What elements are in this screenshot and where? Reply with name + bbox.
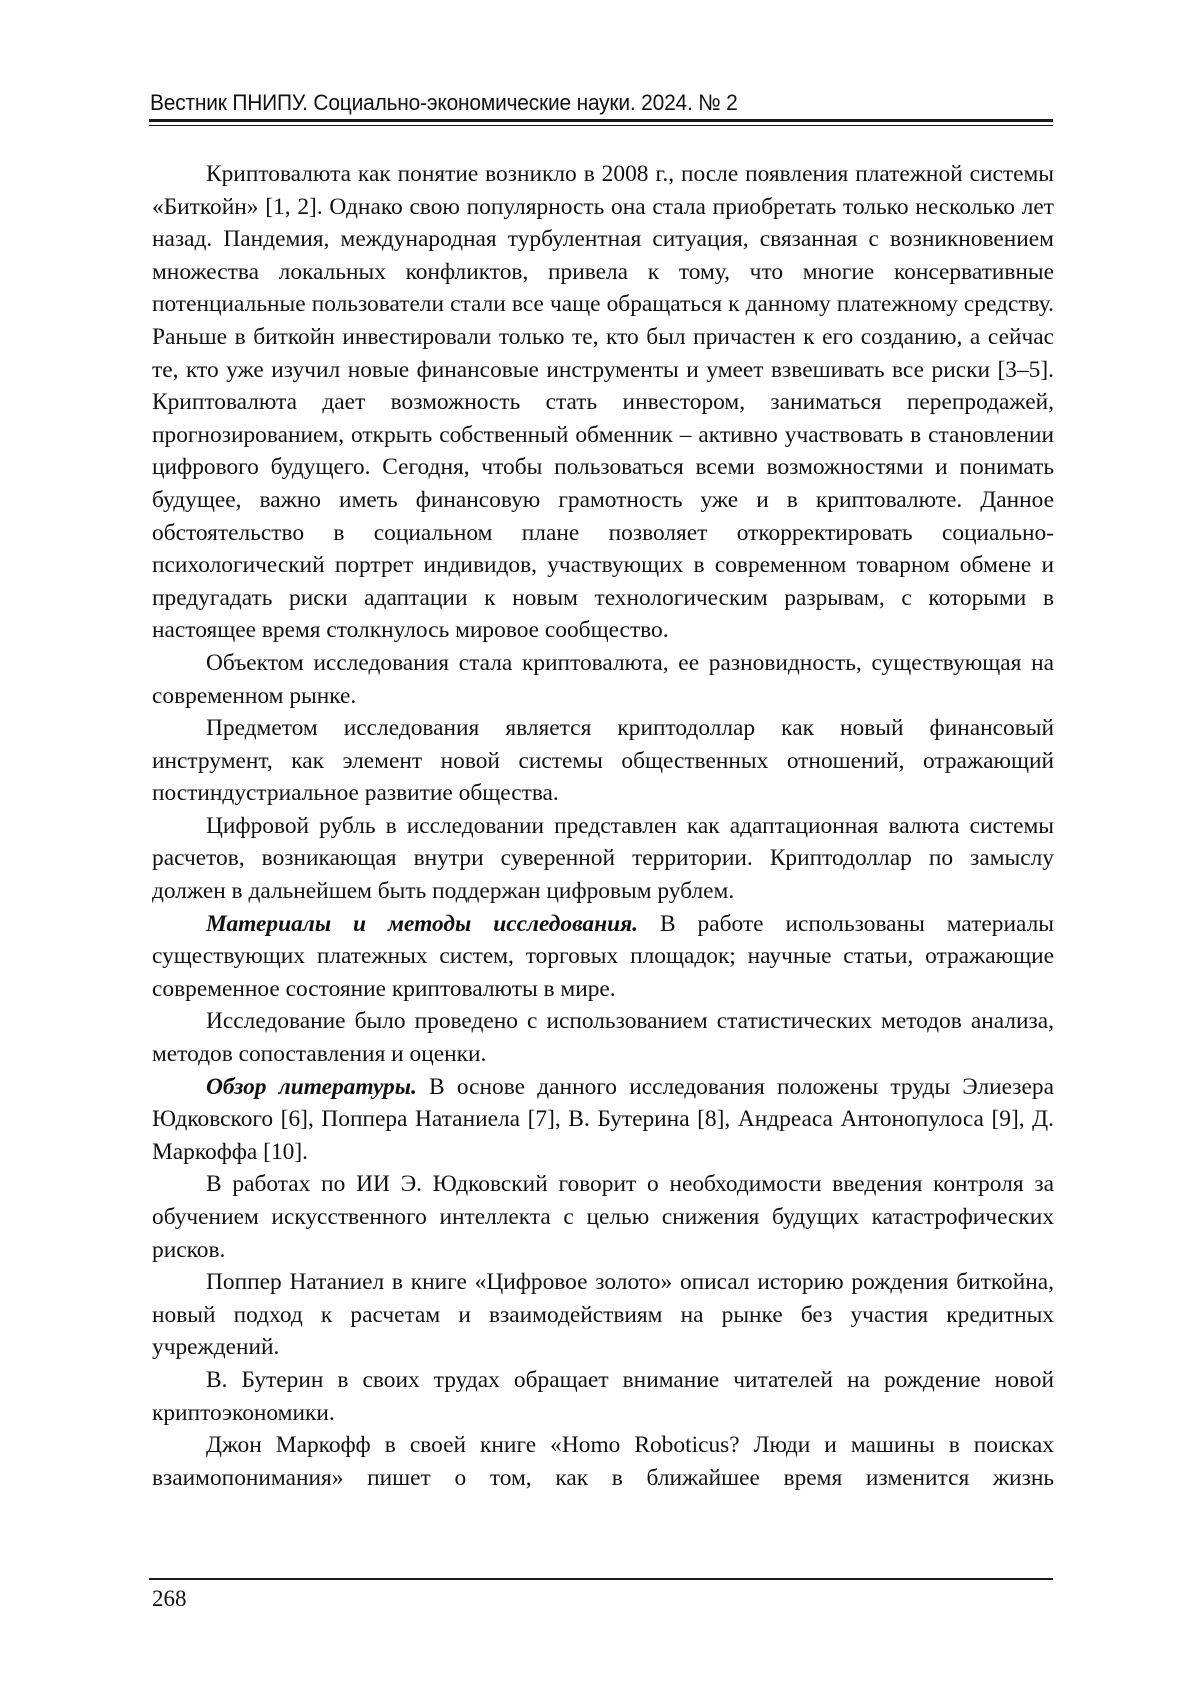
paragraph-literature: Обзор литературы. В основе данного исследования положены труды Элиезера Юдковского [6], Поппера Натаниела [7], В. Бутерина [8], Андреаса Антонопулоса [9], Д. Маркоффа [10]. xyxy=(152,1071,1054,1169)
running-header: Вестник ПНИПУ. Социально-экономические науки. 2024. № 2 xyxy=(150,90,987,116)
article-body xyxy=(152,158,1054,1494)
paragraph-methods-detail: Исследование было проведено с использованием статистических методов анализа, методов сопоставления и оценки. xyxy=(152,1005,1054,1070)
paragraph-intro: Криптовалюта как понятие возникло в 2008 г., после появления платежной системы «Биткойн» [1, 2]. Однако свою популярность она стала приобретать только несколько лет назад. Пандемия, международная турбулентная ситуация, связанная с возникновением множества локальных конфликтов, привела к тому, что многие консервативные потенциальные пользователи стали все чаще обращаться к данному платежному средству. Раньше в биткойн инвестировали только те, кто был причастен к его созданию, а сейчас те, кто уже изучил новые финансовые инструменты и умеет взвешивать все риски [3–5]. Криптовалюта дает возможность стать инвестором, заниматься перепродажей, прогнозированием, открыть собственный обменник – активно участвовать в становлении цифрового будущего. Сегодня, чтобы пользоваться всеми возможностями и понимать будущее, важно иметь финансовую грамотность уже и в криптовалюте. Данное обстоятельство в социальном плане позволяет откорректировать социально-психологический портрет индивидов, участвующих в современном товарном обмене и предугадать риски адаптации к новым технологическим разрывам, с которыми в настоящее время столкнулось мировое сообщество. xyxy=(152,158,1054,647)
paragraph-popper: Поппер Натаниел в книге «Цифровое золото» описал историю рождения биткойна, новый подход к расчетам и взаимодействиям на рынке без участия кредитных учреждений. xyxy=(152,1266,1054,1364)
paragraph-buterin: В. Бутерин в своих трудах обращает внимание читателей на рождение новой криптоэкономики. xyxy=(152,1364,1054,1429)
paragraph-object: Объектом исследования стала криптовалюта, ее разновидность, существующая на современном рынке. xyxy=(152,647,1054,712)
paragraph-markoff: Джон Маркофф в своей книге «Homo Roboticus? Люди и машины в поисках взаимопонимания» пишет о том, как в ближайшее время изменится жизнь xyxy=(152,1429,1054,1494)
paragraph-digital-ruble: Цифровой рубль в исследовании представлен как адаптационная валюта системы расчетов, возникающая внутри суверенной территории. Криптодоллар по замыслу должен в дальнейшем быть поддержан цифровым рублем. xyxy=(152,810,1054,908)
header-rule-thick xyxy=(149,119,1053,122)
paragraph-subject: Предметом исследования является криптодоллар как новый финансовый инструмент, как элемент новой системы общественных отношений, отражающий постиндустриальное развитие общества. xyxy=(152,712,1054,810)
footer-rule xyxy=(149,1578,1053,1580)
paragraph-methods: Материалы и методы исследования. В работе использованы материалы существующих платежных систем, торговых площадок; научные статьи, отражающие современное состояние криптовалюты в мире. xyxy=(152,908,1054,1006)
literature-heading: Обзор литературы. xyxy=(206,1074,417,1100)
paragraph-yudkowsky: В работах по ИИ Э. Юдковский говорит о необходимости введения контроля за обучением искусственного интеллекта с целью снижения будущих катастрофических рисков. xyxy=(152,1168,1054,1266)
page-number: 268 xyxy=(152,1586,187,1612)
header-rule-thin xyxy=(149,125,1053,126)
journal-page xyxy=(0,0,1200,1705)
methods-heading: Материалы и методы исследования. xyxy=(206,911,638,937)
